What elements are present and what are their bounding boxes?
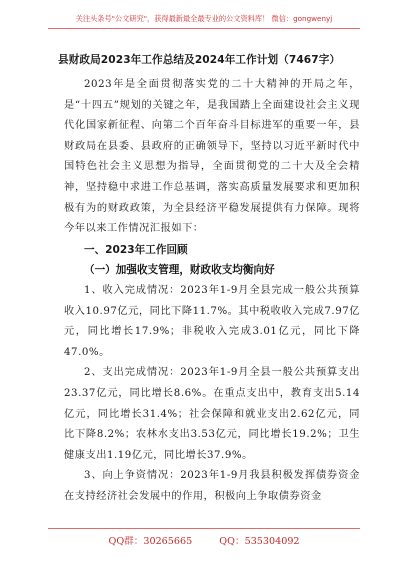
subsection-heading: （一）加强收支管理，财政收支均衡向好	[84, 264, 275, 277]
intro-paragraph: 2023年是全面贯彻落实党的二十大精神的开局之年，是“十四五”规划的关键之年，是我国踏上全面建设社会主义现代化国家新征程、向第二个百年奋斗目标进军的重要一年，县财政局在县委、县政府的正确领导下，坚持以习近平新时代中国特色社会主义思想为指导，全面贯彻党的二十大及全会精神，坚持稳中求进工作总基调，落实高质量发展要求和更加积极有为的财政政策，为全县经济平稳发展提供有力保障。现将今年以来工作情况汇报如下：	[64, 79, 360, 235]
footer	[0, 533, 408, 547]
funding-paragraph: 3、向上争资情况：2023年1-9月我县积极发挥债券资金在支持经济社会发展中的作用，积极向上争取债券资金	[64, 470, 360, 502]
document-body	[58, 52, 360, 507]
qq-group-link[interactable]: QQ群：30265665	[108, 536, 193, 547]
expenditure-paragraph: 2、支出完成情况：2023年1-9月全县一般公共预算支出23.37亿元，同比增长8.6%。在重点支出中，教育支出5.14亿元，同比增长31.4%；社会保障和就业支出2.62亿元，同比下降8.2%；农林水支出3.53亿元，同比增长19.2%；卫生健康支出1.19亿元，同比增长37.9%。	[64, 367, 360, 461]
document-title: 县财政局2023年工作总结及2024年工作计划（7467字）	[58, 54, 341, 66]
header-banner: 关注头条号"公文研究"，获得最新最全最专业的公文资料库！ 微信：gongwenyj	[75, 14, 333, 23]
footer-divider	[48, 528, 360, 529]
qq-contact-link[interactable]: QQ：535304092	[219, 536, 300, 547]
section-heading: 一、2023年工作回顾	[84, 243, 188, 256]
header-divider	[48, 28, 360, 29]
revenue-paragraph: 1、收入完成情况：2023年1-9月全县完成一般公共预算收入10.97亿元，同比下降11.7%。其中税收收入完成7.97亿元，同比增长17.9%；非税收入完成3.01亿元，同比下降47.0%。	[64, 284, 360, 358]
